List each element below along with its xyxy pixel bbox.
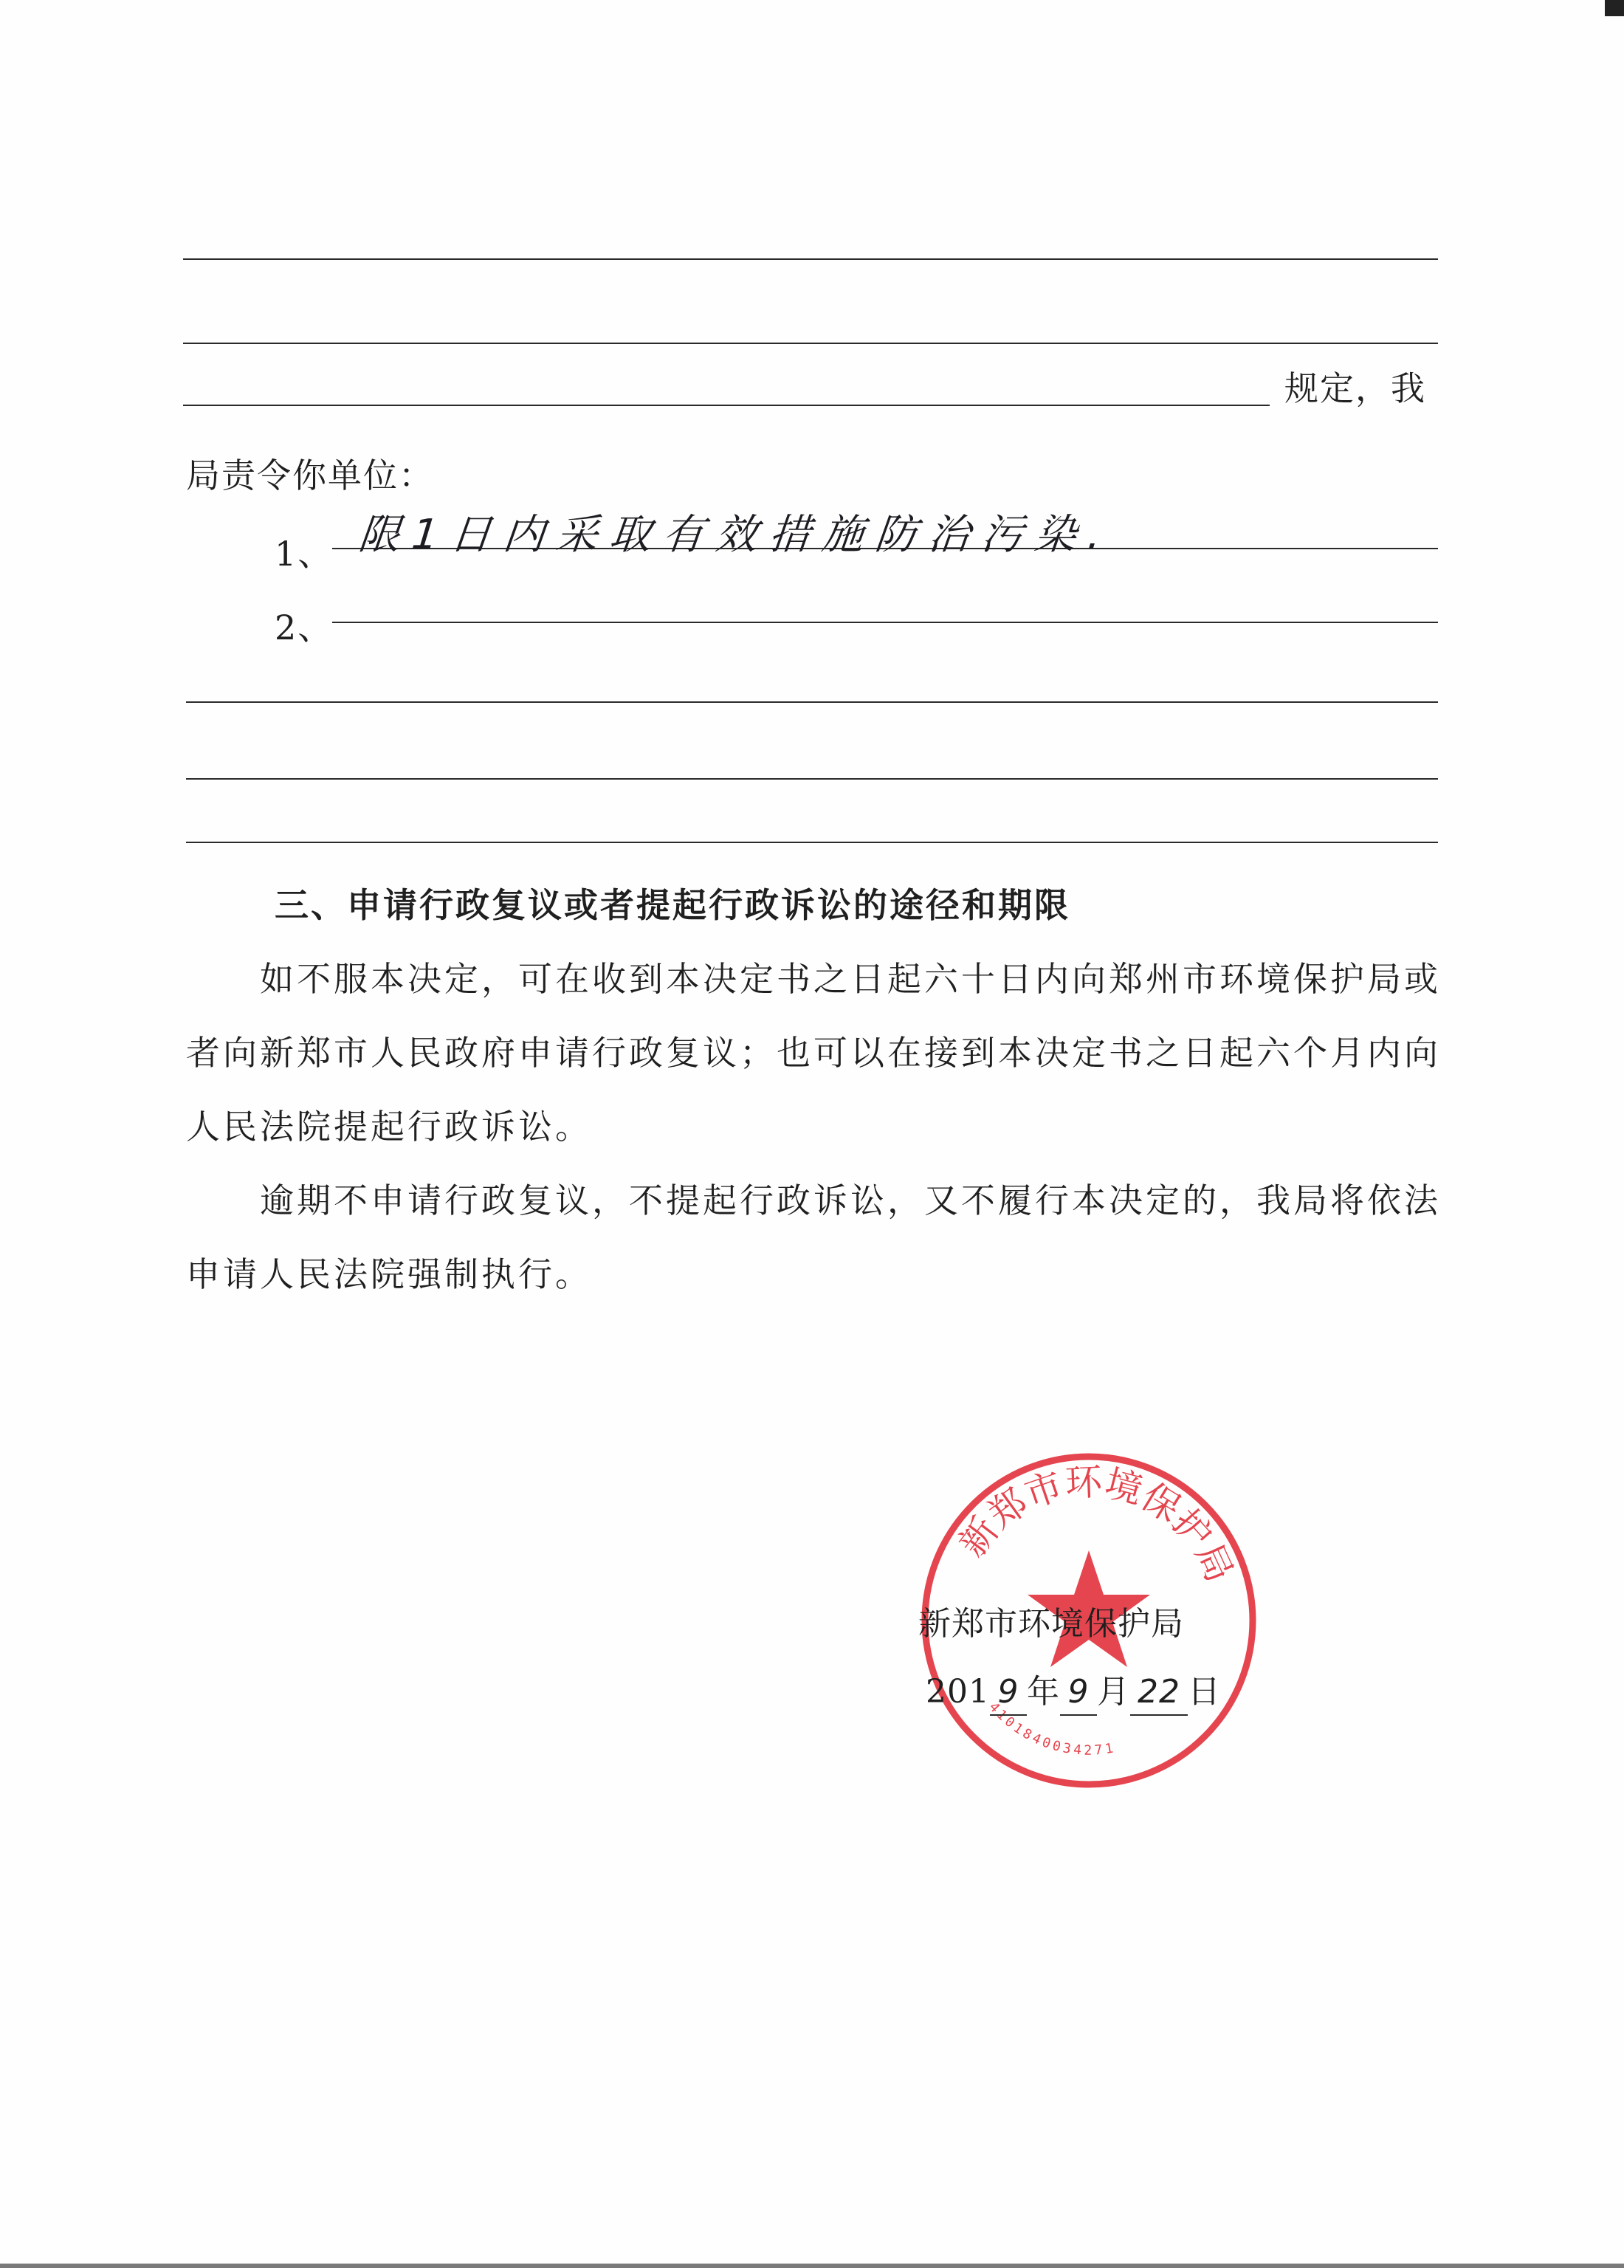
section-3-heading: 三、申请行政复议或者提起行政诉讼的途径和期限: [275, 885, 1070, 925]
blank-line-4: [186, 701, 1438, 703]
order-intro: 局责令你单位：: [186, 456, 434, 495]
scan-edge-mark-bottom: [0, 2264, 1624, 2268]
scan-edge-mark-top-right: [1605, 0, 1624, 16]
section-3-paragraph-2: 逾期不申请行政复议，不提起行政诉讼，又不履行本决定的，我局将依法申请人民法院强制执行。: [186, 1181, 1441, 1294]
date-day: 22: [1130, 1670, 1188, 1716]
seal-text: 新郑市环境保护局: [950, 1460, 1242, 1589]
blank-line-3: [183, 405, 1270, 406]
clause-ending: 规定，我: [1284, 368, 1426, 408]
date-day-char: 日: [1187, 1673, 1221, 1711]
issue-date: [926, 1670, 1221, 1716]
issuing-authority: 新郑市环境保护局: [918, 1605, 1184, 1643]
blank-line-5: [186, 778, 1438, 780]
item-1-handwritten: 限1日内采取有效措施防治污染.: [356, 511, 1115, 559]
date-month-char: 月: [1096, 1673, 1130, 1711]
blank-line-6: [186, 842, 1438, 843]
date-prefix: 201: [926, 1673, 990, 1711]
item-2-number: 2、: [275, 608, 334, 647]
date-month: 9: [1060, 1670, 1097, 1716]
seal-serial: 4101840034271: [985, 1699, 1118, 1759]
date-year-char: 年: [1026, 1673, 1060, 1711]
blank-line-1: [183, 258, 1438, 260]
item-1-number: 1、: [275, 534, 334, 574]
date-year-digit: 9: [990, 1670, 1027, 1716]
blank-line-2: [183, 343, 1438, 344]
section-3-paragraph-1: 如不服本决定，可在收到本决定书之日起六十日内向郑州市环境保护局或者向新郑市人民政府申请行政复议；也可以在接到本决定书之日起六个月内向人民法院提起行政诉讼。: [186, 959, 1441, 1147]
item-2-line: [332, 622, 1438, 623]
